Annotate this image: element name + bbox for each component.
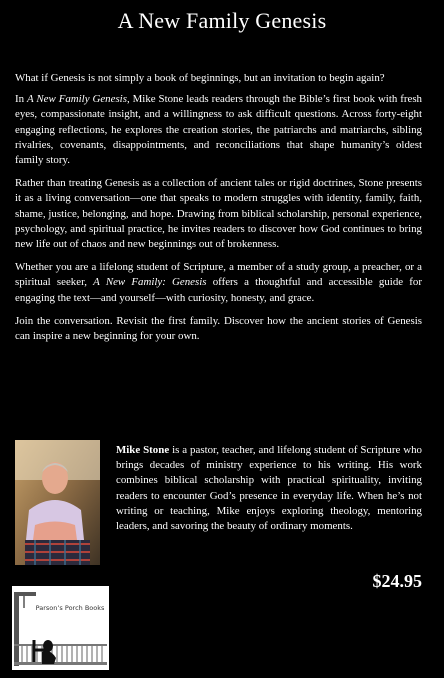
- book-title-inline-2: A New Family: Genesis: [93, 276, 207, 289]
- paragraph-overview: [15, 92, 422, 168]
- paragraph-audience-pre: Whether you are a lifelong student of Scripture, a member of a study group, a preacher, or a spiritual seeker,: [15, 261, 422, 289]
- author-bio: [116, 443, 422, 534]
- price: $24.95: [372, 571, 422, 591]
- book-title-inline: A New Family Genesis: [27, 93, 127, 106]
- paragraph-overview-pre: In: [15, 93, 28, 106]
- author-photo: [15, 440, 100, 565]
- publisher-logo: [12, 586, 109, 670]
- paragraph-intro: What if Genesis is not simply a book of beginnings, but an invitation to begin again?: [15, 72, 385, 84]
- author-name: Mike Stone: [116, 444, 170, 456]
- back-cover-description: [15, 71, 422, 352]
- author-bio-text: is a pastor, teacher, and lifelong student of Scripture who brings decades of ministry experience to his writing. His work combines biblical scholarship with practical spirituality, inviting readers to encounter God’s presence in everyday life. When he’s not writing or teaching, Mike enjoys exploring theology, mentoring leaders, and savoring the beauty of ordinary moments.: [116, 444, 422, 533]
- paragraph-audience-post: offers a thoughtful and accessible guide for engaging the text—and yourself—with curiosity, honesty, and grace.: [15, 276, 422, 304]
- paragraph-call-to-action: Join the conversation. Revisit the first family. Discover how the ancient stories of Genesis can inspire a new beginning for your own.: [15, 314, 422, 343]
- paragraph-overview-post: , Mike Stone leads readers through the Bible’s first book with fresh eyes, compassionate insight, and a willingness to ask difficult questions. Across forty-eight engaging reflections, he explores the creation stories, the patriarchs and matriarchs, sibling rivalries, covenants, disappointments, and reconciliations that shape humanity’s oldest family story.: [15, 93, 423, 167]
- paragraph-approach: Rather than treating Genesis as a collection of ancient tales or rigid doctrines, Stone presents it as a living conversation—one that speaks to modern struggles with identity, family, faith, shame, justice, belonging, and hope. Drawing from biblical scholarship, personal experience, psychology, and spiritual practice, he invites readers to discover how God continues to bring new life out of chaos and new beginnings out of brokenness.: [15, 177, 422, 251]
- book-title: A New Family Genesis: [117, 8, 327, 33]
- publisher-name: Parson’s Porch Books: [35, 604, 105, 612]
- paragraph-audience: [15, 260, 422, 306]
